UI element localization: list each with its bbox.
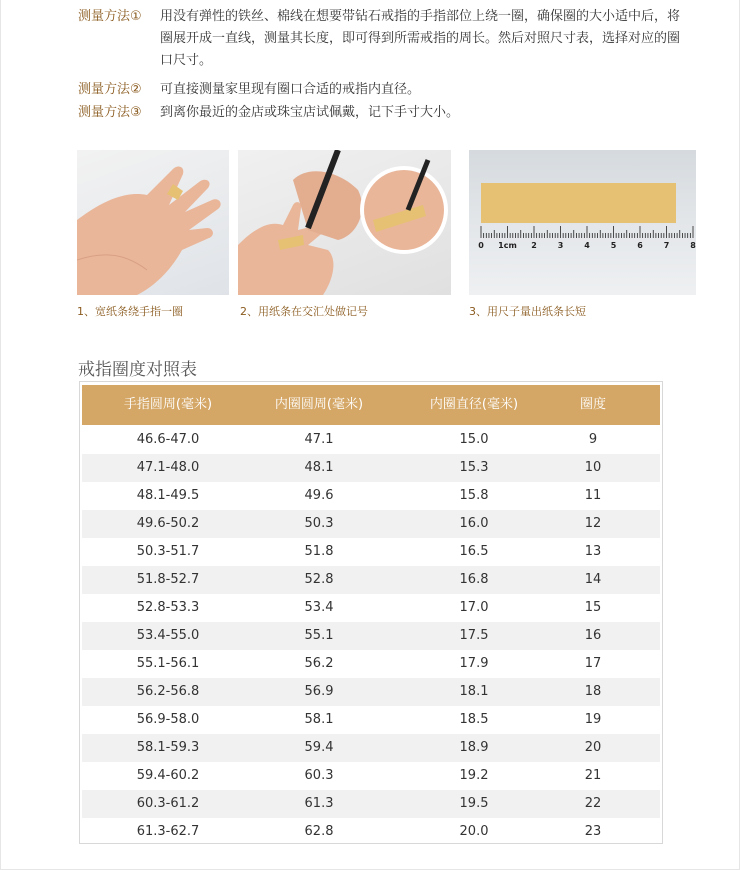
finger-circumference-cell: 49.6-50.2 [136,516,200,531]
inner-circumference-cell: 56.9 [304,684,334,699]
ring-size-cell: 16 [584,628,602,643]
ring-size-cell: 9 [588,432,598,447]
inner-diameter-cell: 17.9 [459,656,489,671]
inner-diameter-cell: 19.2 [459,768,489,783]
inner-circumference-cell: 55.1 [304,628,334,643]
inner-circumference-cell: 49.6 [304,488,334,503]
ruler-tick-label: 3 [557,241,564,250]
step-caption-3: 3、用尺子量出纸条长短 [469,305,586,318]
table-row [82,650,660,678]
method-label: 测量方法① [78,9,142,24]
finger-circumference-cell: 46.6-47.0 [136,432,200,447]
inner-diameter-cell: 16.8 [459,572,489,587]
inner-diameter-cell: 17.5 [459,628,489,643]
inner-diameter-cell: 17.0 [459,600,489,615]
ruler-scale [469,150,696,295]
marking-illustration [238,150,451,295]
method-label: 测量方法③ [78,105,142,120]
table-row [82,566,660,594]
photo-hand-wrap-strip [77,150,229,295]
inner-diameter-cell: 15.3 [459,460,489,475]
method-text: 用没有弹性的铁丝、棉线在想要带钻石戒指的手指部位上绕一圈，确保圈的大小适中后，将圈展开成一直线，测量其长度，即可得到所需戒指的周长。然后对照尺寸表，选择对应的圈口尺寸。 [160,9,681,68]
ring-size-cell: 21 [584,768,602,783]
header-inner-diameter: 内圈直径(毫米) [429,397,519,412]
ring-size-cell: 11 [584,488,602,503]
table-header [82,385,660,425]
table-row [82,678,660,706]
ring-size-cell: 22 [584,796,602,811]
finger-circumference-cell: 56.9-58.0 [136,712,200,727]
table-title: 戒指圈度对照表 [78,360,197,380]
step-caption-2: 2、用纸条在交汇处做记号 [240,305,368,318]
ring-size-cell: 13 [584,544,602,559]
inner-circumference-cell: 60.3 [304,768,334,783]
ring-size-cell: 18 [584,684,602,699]
method-label: 测量方法② [78,82,142,97]
ruler-tick-label: 7 [663,241,670,250]
ring-size-cell: 12 [584,516,602,531]
finger-circumference-cell: 48.1-49.5 [136,488,200,503]
finger-circumference-cell: 61.3-62.7 [136,824,200,839]
ring-size-cell: 14 [584,572,602,587]
table-row [82,762,660,790]
inner-circumference-cell: 56.2 [304,656,334,671]
inner-diameter-cell: 18.5 [459,712,489,727]
table-row [82,510,660,538]
finger-circumference-cell: 56.2-56.8 [136,684,200,699]
inner-circumference-cell: 48.1 [304,460,334,475]
inner-circumference-cell: 62.8 [304,824,334,839]
method-text: 到离你最近的金店或珠宝店试佩戴，记下手寸大小。 [160,105,460,120]
inner-diameter-cell: 18.1 [459,684,489,699]
ruler-tick-label: 0 [478,241,484,250]
ruler-tick-label: 6 [637,241,643,250]
ruler-tick-label: 5 [610,241,617,250]
finger-circumference-cell: 51.8-52.7 [136,572,200,587]
ring-size-table [79,381,663,844]
inner-circumference-cell: 52.8 [304,572,334,587]
inner-circumference-cell: 58.1 [304,712,334,727]
finger-circumference-cell: 52.8-53.3 [136,600,200,615]
table-row [82,538,660,566]
frame-border-left [0,0,1,870]
table-row [82,790,660,818]
inner-diameter-cell: 16.0 [459,516,489,531]
finger-circumference-cell: 55.1-56.1 [136,656,200,671]
table-row [82,426,660,454]
photo-mark-strip [238,150,451,295]
finger-circumference-cell: 47.1-48.0 [136,460,200,475]
ring-size-cell: 17 [584,656,602,671]
ruler-tick-label: 8 [690,241,696,250]
photo-ruler-measure [469,150,696,295]
inner-circumference-cell: 59.4 [304,740,334,755]
finger-circumference-cell: 60.3-61.2 [136,796,200,811]
inner-circumference-cell: 51.8 [304,544,334,559]
inner-circumference-cell: 50.3 [304,516,334,531]
finger-circumference-cell: 50.3-51.7 [136,544,200,559]
finger-circumference-cell: 53.4-55.0 [136,628,200,643]
method-text: 可直接测量家里现有圈口合适的戒指内直径。 [160,82,421,97]
inner-diameter-cell: 20.0 [459,824,489,839]
ruler-tick-label: 2 [531,241,537,250]
ruler-tick-label: 4 [584,241,590,250]
table-row [82,706,660,734]
inner-circumference-cell: 47.1 [304,432,334,447]
step-caption-1: 1、宽纸条绕手指一圈 [77,305,183,318]
inner-diameter-cell: 15.0 [459,432,489,447]
table-row [82,734,660,762]
table-row [82,818,660,846]
inner-diameter-cell: 16.5 [459,544,489,559]
ring-size-cell: 19 [584,712,602,727]
hand-illustration [77,150,229,295]
inner-diameter-cell: 19.5 [459,796,489,811]
finger-circumference-cell: 58.1-59.3 [136,740,200,755]
inner-diameter-cell: 15.8 [459,488,489,503]
inner-circumference-cell: 53.4 [304,600,334,615]
header-finger-circumference: 手指圆周(毫米) [123,397,213,412]
header-inner-circumference: 内圈圆周(毫米) [274,397,364,412]
table-row [82,622,660,650]
ring-size-cell: 23 [584,824,602,839]
ring-size-cell: 10 [584,460,602,475]
ring-size-cell: 15 [584,600,602,615]
table-row [82,482,660,510]
finger-circumference-cell: 59.4-60.2 [136,768,200,783]
ruler-tick-label: 1cm [498,241,517,250]
table-row [82,594,660,622]
header-ring-size: 圈度 [579,397,607,412]
ring-size-cell: 20 [584,740,602,755]
table-row [82,454,660,482]
inner-diameter-cell: 18.9 [459,740,489,755]
inner-circumference-cell: 61.3 [304,796,334,811]
